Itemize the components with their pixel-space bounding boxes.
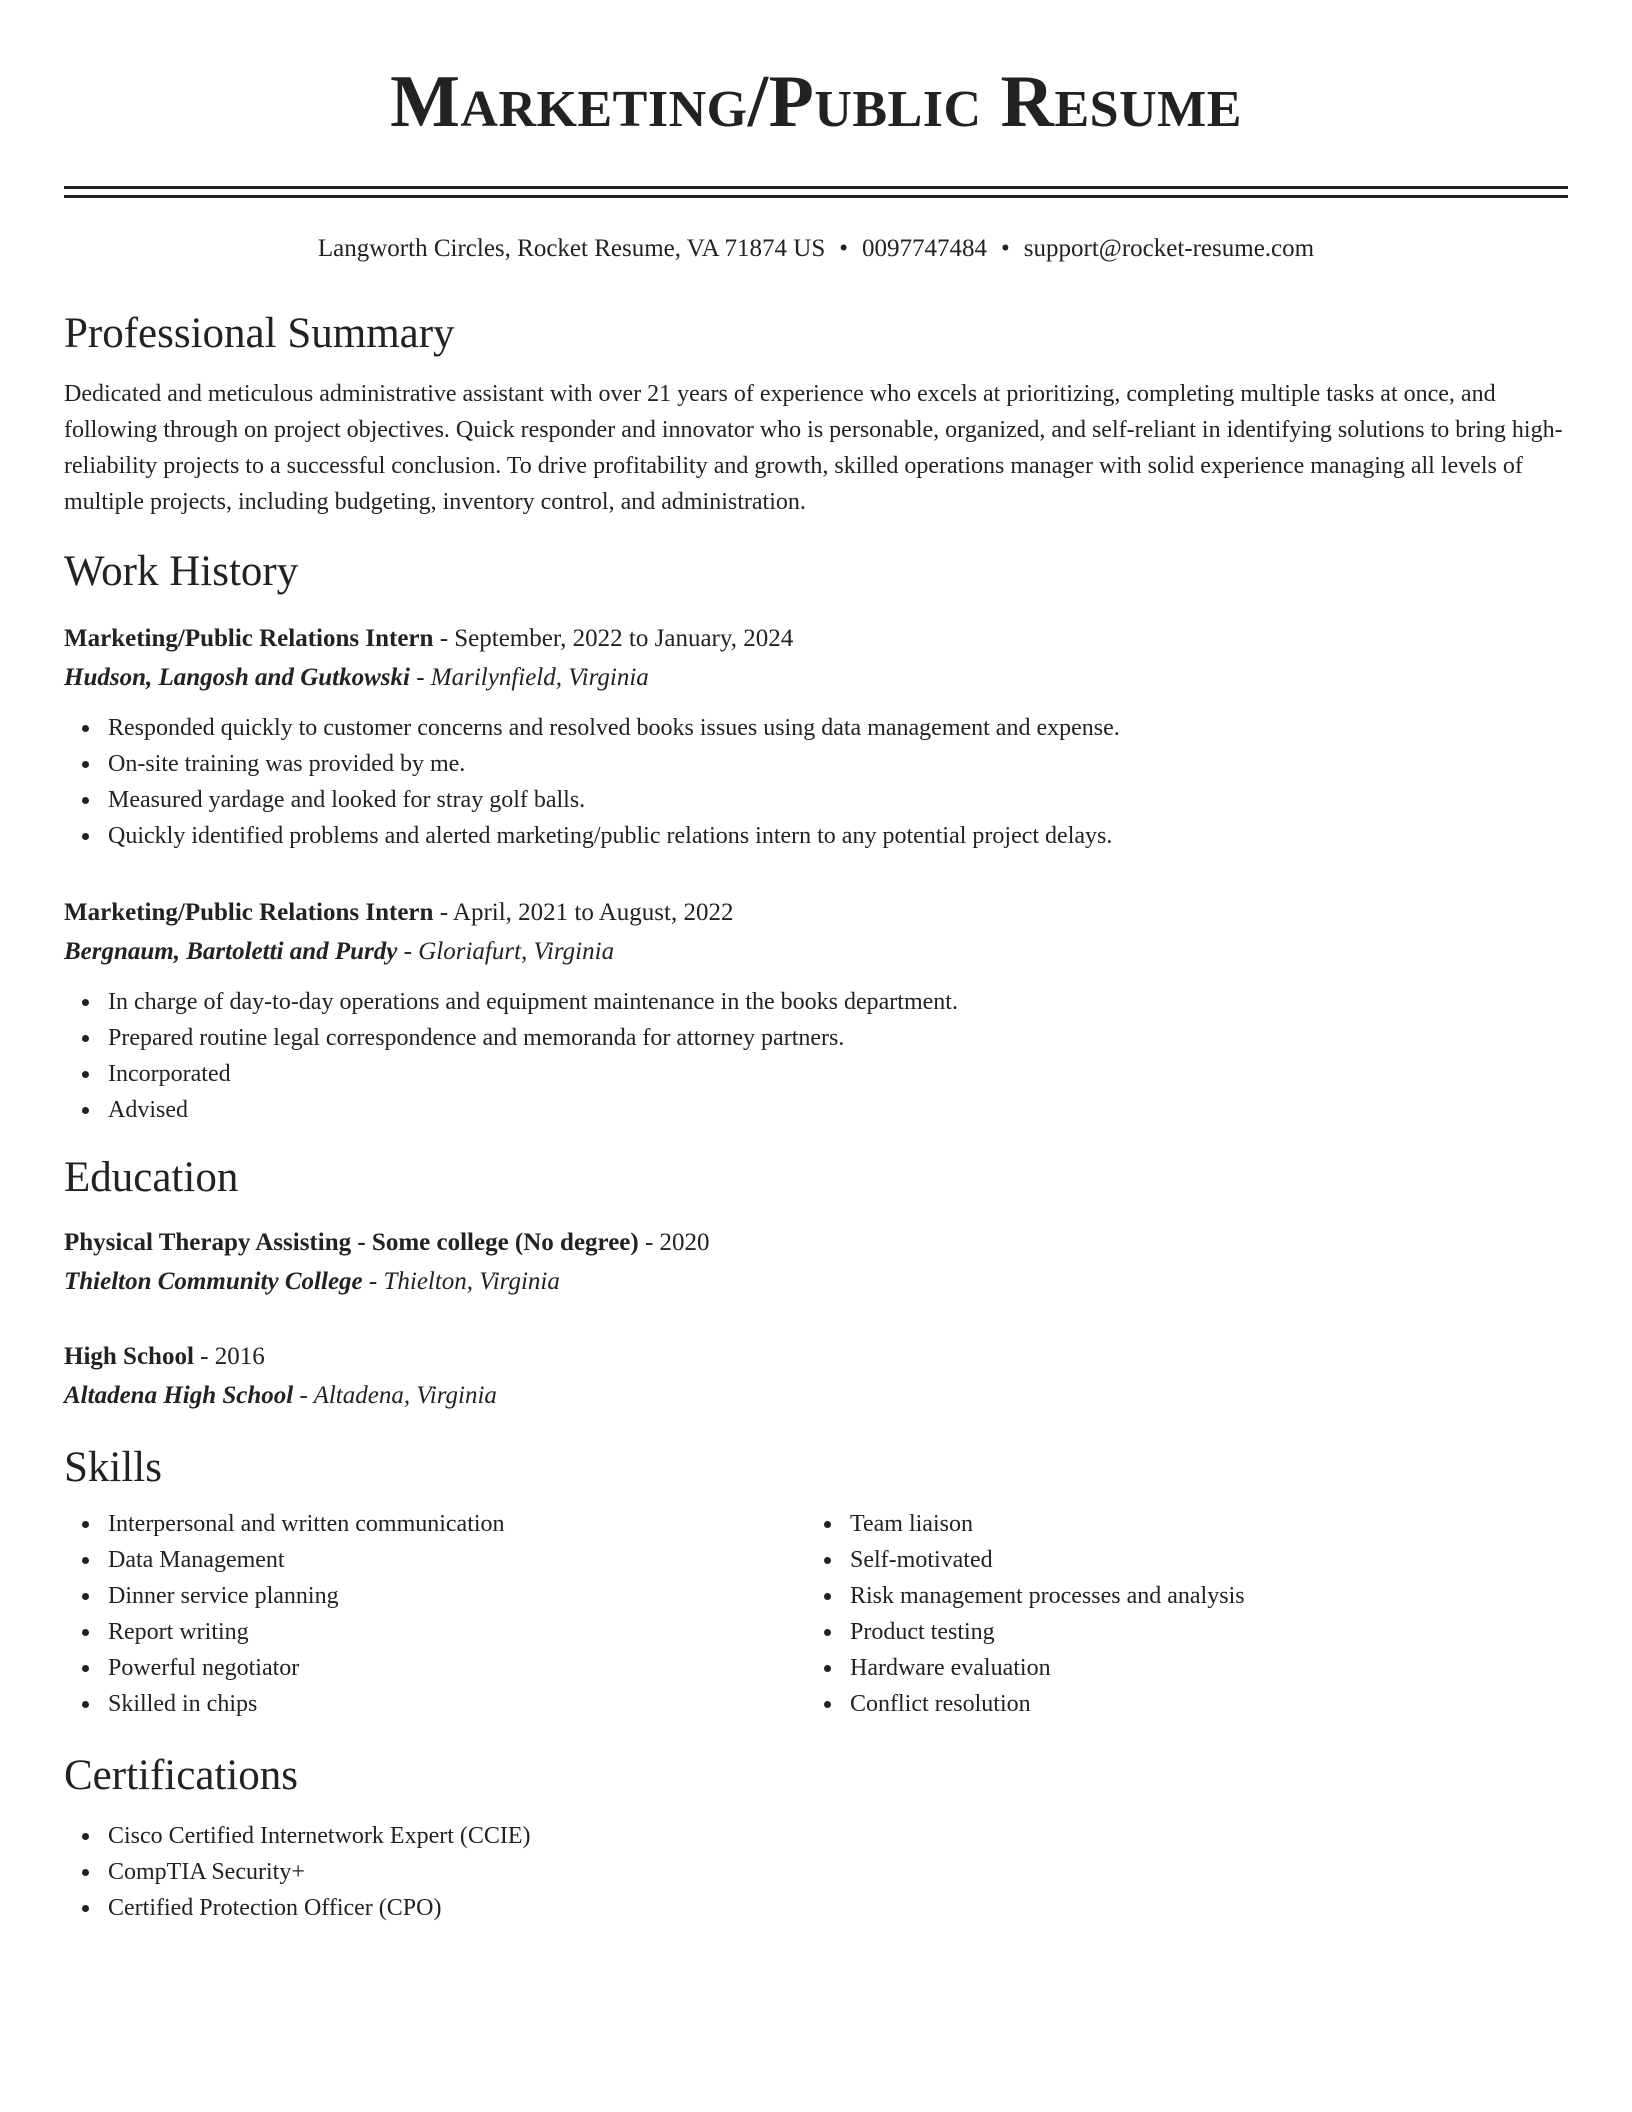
certifications-section (64, 1748, 1568, 1926)
bullet-icon (824, 1521, 831, 1528)
certification-text: Cisco Certified Internetwork Expert (CCIE) (108, 1823, 531, 1849)
skill-text: Product testing (850, 1619, 995, 1645)
skill-text: Data Management (108, 1547, 285, 1573)
list-item-text: Responded quickly to customer concerns and resolved books issues using data management and expense. (108, 715, 1120, 741)
contact-line (64, 232, 1568, 266)
job-bullets (64, 984, 1568, 1128)
skill-text: Conflict resolution (850, 1691, 1031, 1717)
bullet-icon (82, 1035, 89, 1042)
list-item (850, 1686, 1548, 1722)
bullet-icon (82, 833, 89, 840)
education-degree: High School (64, 1343, 194, 1370)
bullet-icon (82, 1593, 89, 1600)
education-school-line (64, 1376, 1568, 1416)
skill-text: Team liaison (850, 1511, 973, 1537)
list-item (108, 1578, 806, 1614)
list-item (108, 1890, 1568, 1926)
job-location: - Marilynfield, Virginia (409, 664, 649, 691)
list-item (108, 1020, 1568, 1056)
skill-text: Powerful negotiator (108, 1655, 300, 1681)
bullet-icon (824, 1557, 831, 1564)
bullet-icon (82, 797, 89, 804)
education-header (64, 1338, 1568, 1376)
work-history-heading: Work History (64, 548, 299, 595)
skills-column-right (806, 1506, 1548, 1722)
list-item (108, 1092, 1568, 1128)
job-company: Hudson, Langosh and Gutkowski (64, 664, 410, 691)
list-item (850, 1578, 1548, 1614)
skills-list (806, 1506, 1548, 1722)
list-item (108, 1056, 1568, 1092)
education-heading: Education (64, 1154, 239, 1201)
job-entry (64, 620, 1568, 854)
bullet-icon (82, 1557, 89, 1564)
bullet-icon (82, 1107, 89, 1114)
job-employer (64, 658, 1568, 698)
list-item (850, 1614, 1548, 1650)
education-school: Altadena High School (64, 1382, 294, 1409)
list-item (108, 1854, 1568, 1890)
contact-address: Langworth Circles, Rocket Resume, VA 71874 US (317, 235, 826, 262)
list-item-text: Incorporated (108, 1061, 231, 1087)
contact-separator: • (839, 235, 849, 262)
job-dates: - September, 2022 to January, 2024 (433, 625, 794, 652)
list-item (108, 710, 1568, 746)
bullet-icon (824, 1665, 831, 1672)
education-entry (64, 1224, 1568, 1302)
summary-text: Dedicated and meticulous administrative assistant with over 21 years of experience who excels at prioritizing, completing multiple tasks at once, and following through on project objectives. Quick responder and innovator who is personable, organized, and self-reliant in identifying solutions to bring high-reliability projects to a successful conclusion. To drive profitability and growth, skilled operations manager with solid experience managing all levels of multiple projects, including budgeting, inventory control, and administration. (64, 381, 1563, 515)
list-item-text: On-site training was provided by me. (108, 751, 466, 777)
skills-list (64, 1506, 806, 1722)
skill-text: Hardware evaluation (850, 1655, 1051, 1681)
education-school-line (64, 1262, 1568, 1302)
skills-section (64, 1440, 1568, 1722)
job-employer (64, 932, 1568, 972)
skill-text: Self-motivated (850, 1547, 993, 1573)
job-dates: - April, 2021 to August, 2022 (433, 899, 734, 926)
contact-separator: • (1001, 235, 1010, 262)
bullet-icon (82, 1701, 89, 1708)
education-school: Thielton Community College (64, 1268, 363, 1295)
list-item (108, 1542, 806, 1578)
job-title: Marketing/Public Relations Intern (64, 899, 434, 926)
job-bullets (64, 710, 1568, 854)
list-item (108, 984, 1568, 1020)
bullet-icon (82, 1629, 89, 1636)
job-title: Marketing/Public Relations Intern (64, 625, 434, 652)
bullet-icon (82, 999, 89, 1006)
list-item (108, 1506, 806, 1542)
contact-phone: 0097747484 (862, 235, 988, 262)
skills-grid (64, 1506, 1568, 1722)
list-item (108, 1818, 1568, 1854)
skill-text: Report writing (108, 1619, 249, 1645)
bullet-icon (82, 761, 89, 768)
list-item-text: In charge of day-to-day operations and equipment maintenance in the books department. (108, 989, 958, 1015)
resume-title: Marketing/Public Resume (390, 61, 1242, 143)
list-item (850, 1542, 1548, 1578)
list-item-text: Prepared routine legal correspondence and memoranda for attorney partners. (108, 1025, 845, 1051)
list-item (108, 1614, 806, 1650)
summary-heading: Professional Summary (64, 310, 455, 357)
certifications-list (64, 1818, 1568, 1926)
bullet-icon (82, 1905, 89, 1912)
skill-text: Skilled in chips (108, 1691, 258, 1717)
work-history-section (64, 544, 1568, 1128)
bullet-icon (824, 1593, 831, 1600)
job-header (64, 620, 1568, 658)
education-header (64, 1224, 1568, 1262)
list-item-text: Measured yardage and looked for stray golf balls. (108, 787, 586, 813)
certifications-heading: Certifications (64, 1752, 299, 1799)
list-item (108, 818, 1568, 854)
skill-text: Dinner service planning (108, 1583, 339, 1609)
education-year: - 2016 (193, 1343, 265, 1370)
certification-text: Certified Protection Officer (CPO) (108, 1895, 442, 1921)
list-item (108, 746, 1568, 782)
summary-section (64, 306, 1568, 520)
education-year: - 2020 (638, 1229, 710, 1256)
certification-text: CompTIA Security+ (108, 1859, 305, 1885)
education-entry (64, 1338, 1568, 1416)
bullet-icon (82, 1521, 89, 1528)
skill-text: Interpersonal and written communication (108, 1511, 505, 1537)
bullet-icon (824, 1629, 831, 1636)
list-item (850, 1506, 1548, 1542)
job-company: Bergnaum, Bartoletti and Purdy (64, 938, 398, 965)
title-divider (64, 186, 1568, 198)
bullet-icon (82, 1833, 89, 1840)
bullet-icon (82, 1665, 89, 1672)
contact-email: support@rocket-resume.com (1023, 235, 1315, 262)
job-entry (64, 894, 1568, 1128)
education-location: - Thielton, Virginia (362, 1268, 560, 1295)
list-item (850, 1650, 1548, 1686)
list-item (108, 1650, 806, 1686)
bullet-icon (82, 1869, 89, 1876)
skill-text: Risk management processes and analysis (850, 1583, 1245, 1609)
list-item-text: Advised (108, 1097, 188, 1123)
bullet-icon (824, 1701, 831, 1708)
bullet-icon (82, 1071, 89, 1078)
list-item-text: Quickly identified problems and alerted marketing/public relations intern to any potential project delays. (108, 823, 1113, 849)
education-section (64, 1150, 1568, 1416)
skills-heading: Skills (64, 1444, 162, 1491)
bullet-icon (82, 725, 89, 732)
education-location: - Altadena, Virginia (293, 1382, 497, 1409)
job-location: - Gloriafurt, Virginia (397, 938, 615, 965)
job-header (64, 894, 1568, 932)
list-item (108, 782, 1568, 818)
list-item (108, 1686, 806, 1722)
skills-column-left (64, 1506, 806, 1722)
education-degree: Physical Therapy Assisting - Some college (No degree) (64, 1229, 639, 1256)
